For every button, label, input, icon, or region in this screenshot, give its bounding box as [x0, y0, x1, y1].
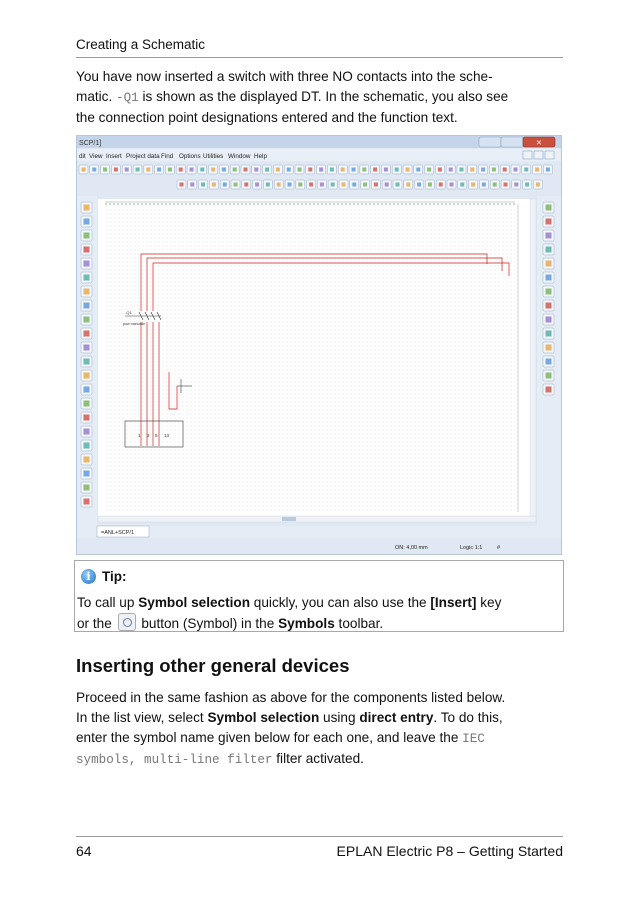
running-head: Creating a Schematic: [76, 37, 206, 52]
toolbar-button-icon: [201, 183, 205, 187]
toolbar-button-icon: [103, 168, 107, 172]
page-tab-label: =ANL+SCP/1: [101, 530, 135, 536]
function-text-label: pow manuaile: [123, 322, 146, 326]
toolbar-button-icon: [200, 168, 204, 172]
toolbar-button-icon: [211, 168, 215, 172]
menu-view[interactable]: View: [89, 153, 103, 160]
tip-text-e: button (Symbol) in the: [137, 616, 279, 631]
toolbar-button-icon: [352, 168, 356, 172]
connection-tool-button-icon: [546, 303, 552, 309]
symbol-tool-button-icon: [84, 471, 90, 477]
menu-window[interactable]: Window: [228, 153, 251, 160]
toolbar-button-icon: [298, 168, 302, 172]
toolbar-button-icon: [244, 183, 248, 187]
menu-project-data[interactable]: Project data: [126, 153, 160, 160]
symbol-tool-button-icon: [84, 359, 90, 365]
terminal-1: 1: [138, 433, 141, 438]
toolbar-button-icon: [308, 168, 312, 172]
toolbar-button-icon: [254, 168, 258, 172]
toolbar-button-icon: [460, 168, 464, 172]
symbol-tool-button-icon: [84, 387, 90, 393]
eplan-screenshot: [76, 135, 562, 555]
toolbar-button-icon: [373, 168, 377, 172]
toolbar-button-icon: [449, 168, 453, 172]
symbol-tool-button-icon: [84, 219, 90, 225]
toolbar-button-icon: [277, 183, 281, 187]
toolbar-button-icon: [493, 183, 497, 187]
toolbar-button-icon: [309, 183, 313, 187]
toolbar-button-icon: [514, 168, 518, 172]
toolbar-button-icon: [341, 168, 345, 172]
toolbar-button-icon: [482, 183, 486, 187]
section-code-iec: IEC: [462, 732, 485, 746]
symbol-tool-button-icon: [84, 415, 90, 421]
section-line-3a: enter the symbol name given below for each one, and leave the: [76, 730, 463, 745]
footer-title: EPLAN Electric P8 – Getting Started: [336, 843, 563, 859]
toolbar-button-icon: [82, 168, 86, 172]
section-bold-direct-entry: direct entry: [359, 710, 434, 725]
menu-bar[interactable]: [79, 153, 267, 160]
symbol-button-icon: [118, 613, 136, 631]
svg-text:✕: ✕: [536, 139, 542, 147]
toolbar-button-icon: [470, 168, 474, 172]
status-hash: #: [497, 545, 501, 551]
toolbar-button-icon: [234, 183, 238, 187]
device-tag-code: -Q1: [116, 91, 139, 105]
symbol-tool-button-icon: [84, 317, 90, 323]
toolbar-button-icon: [265, 168, 269, 172]
tip-text-c: key: [476, 595, 502, 610]
toolbar-button-icon: [190, 183, 194, 187]
toolbar-button-icon: [222, 168, 226, 172]
section-paragraph: [76, 688, 566, 770]
symbol-tool-button-icon: [84, 233, 90, 239]
toolbar-button-icon: [395, 168, 399, 172]
vertical-scrollbar[interactable]: [530, 199, 536, 516]
section-line-2c: . To do this,: [433, 710, 503, 725]
toolbar-button-icon: [146, 168, 150, 172]
toolbar-button-icon: [385, 183, 389, 187]
terminal-3: 3: [147, 433, 150, 438]
toolbar-button-icon: [342, 183, 346, 187]
menu-find[interactable]: Find: [161, 153, 174, 160]
toolbar-button-icon: [179, 168, 183, 172]
symbol-tool-button-icon: [84, 429, 90, 435]
tip-bold-insert-key: [Insert]: [430, 595, 477, 610]
toolbar-button-icon: [287, 168, 291, 172]
toolbar-button-icon: [492, 168, 496, 172]
tip-bold-symbols: Symbols: [278, 616, 335, 631]
toolbar-button-icon: [546, 168, 550, 172]
intro-paragraph: [76, 67, 566, 128]
connection-tool-button-icon: [546, 345, 552, 351]
tip-box: [74, 560, 564, 632]
connection-tool-button-icon: [546, 317, 552, 323]
connection-tool-button-icon: [546, 205, 552, 211]
info-icon: i: [81, 569, 96, 584]
intro-line-1: You have now inserted a switch with three NO contacts into the sche-: [76, 69, 493, 84]
symbol-tool-button-icon: [84, 485, 90, 491]
mdi-controls[interactable]: [523, 151, 554, 159]
toolbar-button-icon: [276, 168, 280, 172]
toolbar-button-icon: [125, 168, 129, 172]
toolbar-button-icon: [450, 183, 454, 187]
symbol-tool-button-icon: [84, 261, 90, 267]
connection-tool-button-icon: [546, 289, 552, 295]
connection-tool-button-icon: [546, 233, 552, 239]
menu-utilities[interactable]: Utilities: [203, 153, 224, 160]
tip-text-b: quickly, you can also use the: [250, 595, 431, 610]
connection-tool-button-icon: [546, 387, 552, 393]
status-coordinates: ON: 4,00 mm: [395, 545, 428, 551]
connection-tool-button-icon: [546, 331, 552, 337]
tip-text-f: toolbar.: [334, 616, 384, 631]
symbol-tool-button-icon: [84, 275, 90, 281]
symbol-tool-button-icon: [84, 331, 90, 337]
toolbar-button-icon: [471, 183, 475, 187]
toolbar-button-icon: [266, 183, 270, 187]
symbol-tool-button-icon: [84, 373, 90, 379]
section-line-2a: In the list view, select: [76, 710, 208, 725]
toolbar-button-icon: [417, 183, 421, 187]
section-line-4b: filter activated.: [272, 751, 364, 766]
toolbar-button-icon: [439, 183, 443, 187]
symbol-tool-button-icon: [84, 289, 90, 295]
horizontal-scrollbar[interactable]: [98, 516, 536, 522]
symbol-tool-button-icon: [84, 457, 90, 463]
section-code-filter: symbols, multi-line filter: [76, 753, 273, 767]
terminal-13: 13: [164, 433, 170, 438]
toolbar-button-icon: [255, 183, 259, 187]
section-bold-symbol-selection: Symbol selection: [207, 710, 320, 725]
header-rule: [76, 57, 563, 58]
toolbar-button-icon: [114, 168, 118, 172]
footer-rule: [76, 836, 563, 837]
toolbar-button-icon: [244, 168, 248, 172]
toolbar-button-icon: [460, 183, 464, 187]
tip-bold-symbol-selection: Symbol selection: [138, 595, 251, 610]
toolbar-button-icon: [288, 183, 292, 187]
section-heading: Inserting other general devices: [76, 655, 350, 676]
toolbar-button-icon: [168, 168, 172, 172]
menu-options[interactable]: Options: [179, 153, 201, 160]
toolbar-button-icon: [428, 183, 432, 187]
tip-text: [77, 593, 561, 634]
toolbar-button-icon: [92, 168, 96, 172]
toolbar-button-icon: [525, 183, 529, 187]
toolbar-button-icon: [330, 168, 334, 172]
toolbar-button-icon: [157, 168, 161, 172]
menu-help[interactable]: Help: [254, 153, 267, 160]
window-title: SCP/1]: [79, 140, 102, 147]
connection-tool-button-icon: [546, 359, 552, 365]
symbol-tool-button-icon: [84, 401, 90, 407]
intro-line-2b: is shown as the displayed DT. In the schematic, you also see: [138, 89, 509, 104]
toolbar-button-icon: [406, 168, 410, 172]
toolbar-button-icon: [416, 168, 420, 172]
toolbar-button-icon: [514, 183, 518, 187]
symbol-tool-button-icon: [84, 345, 90, 351]
toolbar-button-icon: [384, 168, 388, 172]
toolbar-button-icon: [503, 168, 507, 172]
toolbar-button-icon: [524, 168, 528, 172]
toolbar-button-icon: [374, 183, 378, 187]
connection-tool-button-icon: [546, 275, 552, 281]
toolbar-button-icon: [320, 183, 324, 187]
toolbar-button-icon: [298, 183, 302, 187]
terminal-5: 5: [155, 433, 158, 438]
toolbar-button-icon: [180, 183, 184, 187]
toolbar-button-icon: [427, 168, 431, 172]
tip-heading: [81, 569, 127, 584]
toolbar-button-icon: [362, 168, 366, 172]
intro-line-2a: matic.: [76, 89, 117, 104]
tip-text-a: To call up: [77, 595, 139, 610]
connection-tool-button-icon: [546, 373, 552, 379]
connection-tool-button-icon: [546, 219, 552, 225]
toolbar-button-icon: [438, 168, 442, 172]
toolbar-button-icon: [535, 168, 539, 172]
menu-edit[interactable]: dit: [79, 153, 86, 160]
symbol-tool-button-icon: [84, 205, 90, 211]
toolbar-button-icon: [481, 168, 485, 172]
tip-heading-text: Tip:: [102, 569, 127, 584]
page-number: 64: [76, 843, 92, 859]
toolbar-button-icon: [319, 168, 323, 172]
symbol-tool-button-icon: [84, 499, 90, 505]
toolbar-button-icon: [536, 183, 540, 187]
symbol-tool-button-icon: [84, 247, 90, 253]
toolbar-button-icon: [190, 168, 194, 172]
device-tag-label: -Q1: [125, 310, 132, 315]
toolbar-button-icon: [363, 183, 367, 187]
toolbar-button-icon: [406, 183, 410, 187]
toolbar-button-icon: [233, 168, 237, 172]
toolbar-button-icon: [331, 183, 335, 187]
symbol-tool-button-icon: [84, 443, 90, 449]
status-logic: Logic 1:1: [460, 545, 483, 551]
section-line-1: Proceed in the same fashion as above for the components listed below.: [76, 690, 506, 705]
window-controls[interactable]: [479, 137, 555, 147]
toolbar-button-icon: [136, 168, 140, 172]
section-line-2b: using: [319, 710, 360, 725]
connection-tool-button-icon: [546, 247, 552, 253]
toolbar-button-icon: [223, 183, 227, 187]
toolbar-button-icon: [504, 183, 508, 187]
toolbar-button-icon: [396, 183, 400, 187]
connection-tool-button-icon: [546, 261, 552, 267]
toolbar-button-icon: [352, 183, 356, 187]
toolbar-button-icon: [212, 183, 216, 187]
menu-insert[interactable]: Insert: [106, 153, 122, 160]
tip-text-d: or the: [77, 616, 116, 631]
intro-line-3: the connection point designations entered and the function text.: [76, 110, 458, 125]
symbol-tool-button-icon: [84, 303, 90, 309]
